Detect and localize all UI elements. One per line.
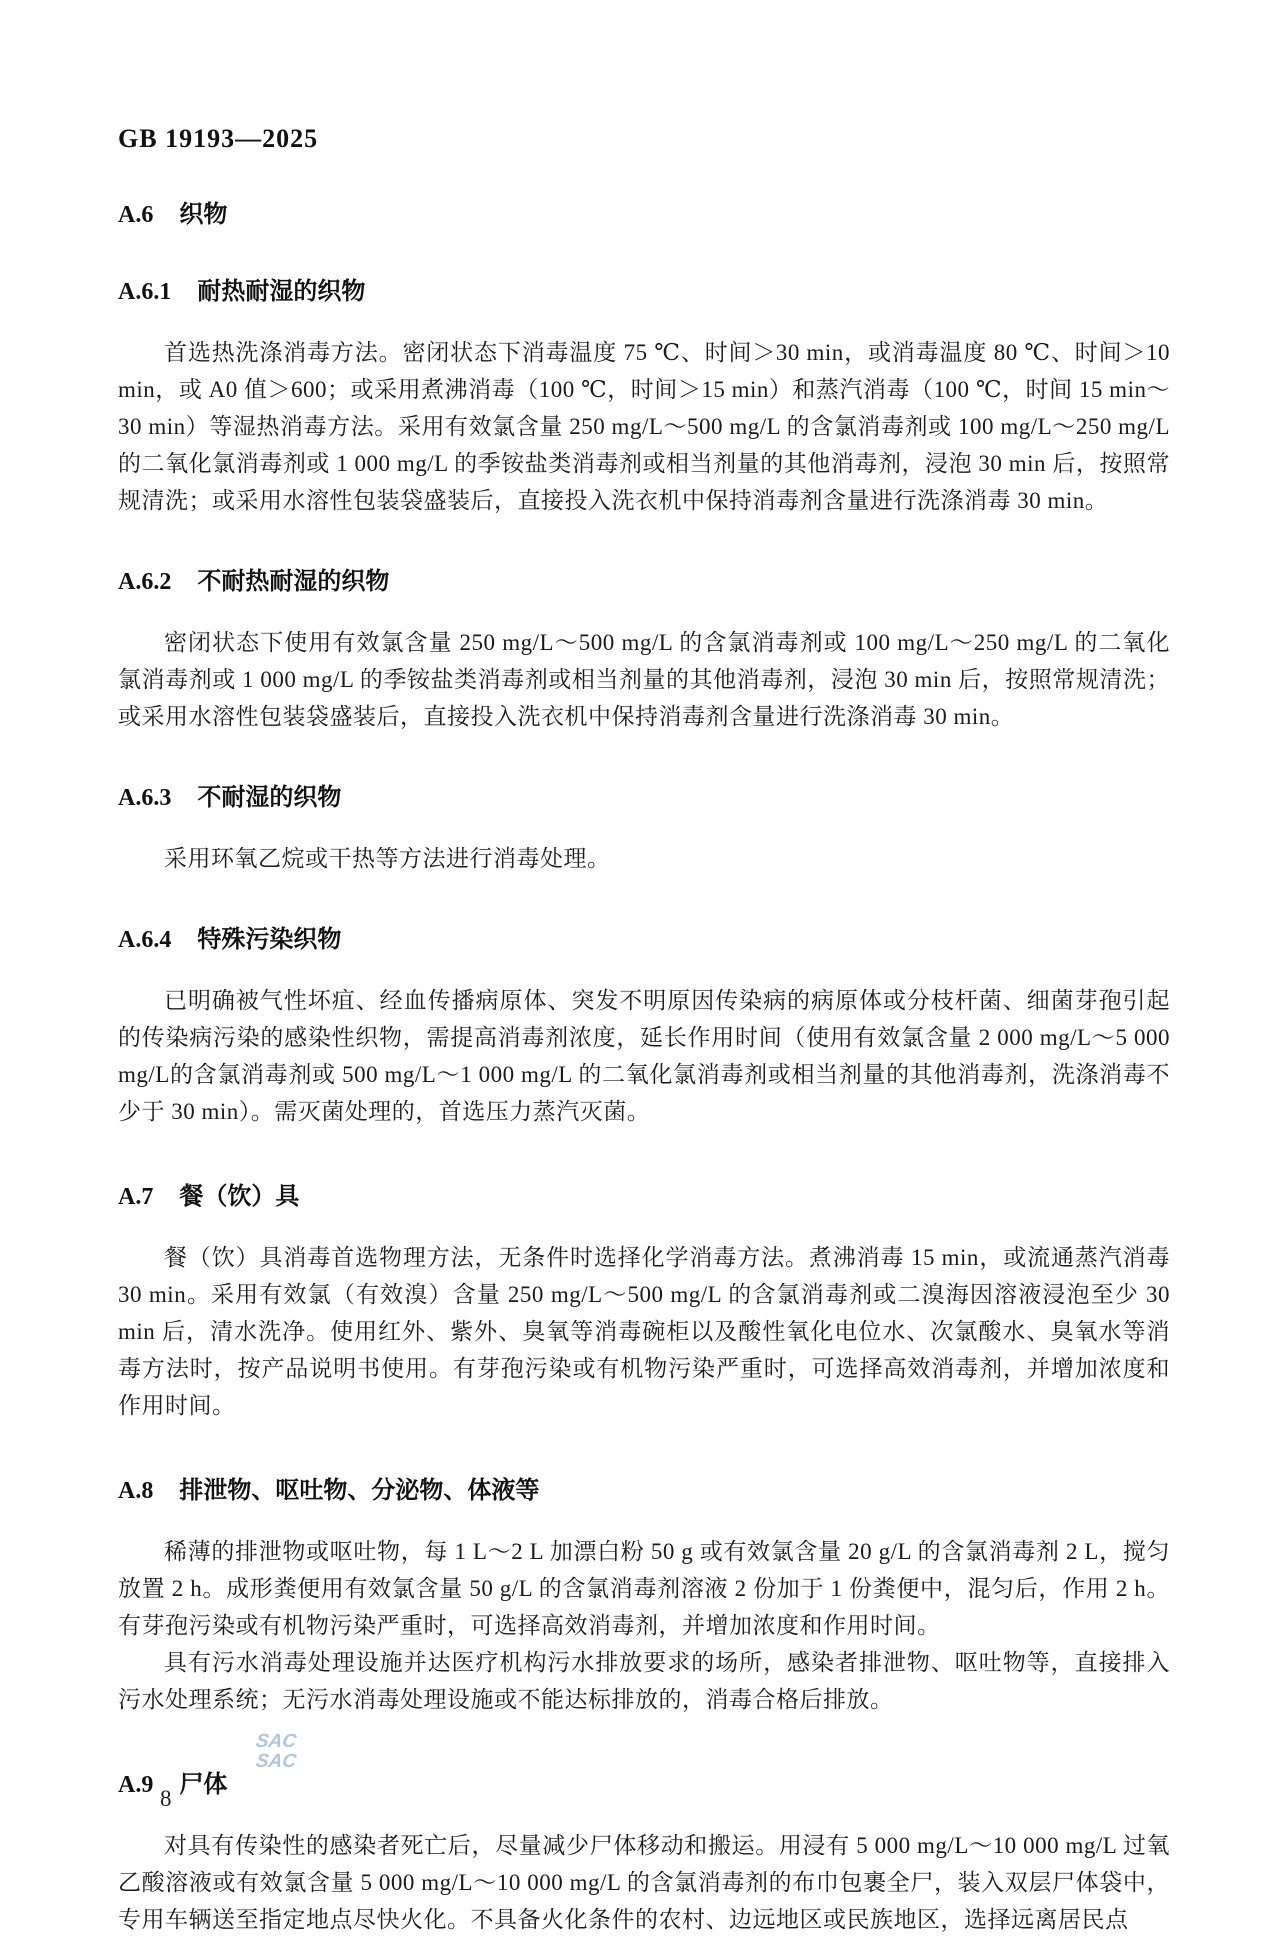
section-number-a8: A.8	[118, 1478, 154, 1504]
paragraph-a9: 对具有传染性的感染者死亡后，尽量减少尸体移动和搬运。用浸有 5 000 mg/L～10 000 mg/L 过氧乙酸溶液或有效氯含量 5 000 mg/L～10 000 mg/L 的含氯消毒剂的布巾包裹全尸，装入双层尸体袋中，专用车辆送至指定地点尽快火化。不具备火化条件的农村、边远地区或民族地区，选择远离居民点	[118, 1833, 1170, 1932]
paragraph-a62: 密闭状态下使用有效氯含量 250 mg/L～500 mg/L 的含氯消毒剂或 100 mg/L～250 mg/L 的二氧化氯消毒剂或 1 000 mg/L 的季铵盐类消毒剂或相当剂量的其他消毒剂，浸泡 30 min 后，按照常规清洗；或采用水溶性包装袋盛装后，直接投入洗衣机中保持消毒剂含量进行洗涤消毒 30 min。	[118, 630, 1170, 729]
subsection-number-a63: A.6.3	[118, 785, 172, 811]
subsection-title-a62: 不耐热耐湿的织物	[197, 568, 390, 595]
section-number-a7: A.7	[118, 1184, 154, 1210]
section-heading-a9	[118, 1764, 1170, 1799]
standard-code-header: GB 19193—2025	[118, 124, 319, 153]
section-number-a6: A.6	[118, 202, 154, 228]
paragraph-a7: 餐（饮）具消毒首选物理方法，无条件时选择化学消毒方法。煮沸消毒 15 min，或流通蒸汽消毒 30 min。采用有效氯（有效溴）含量 250 mg/L～500 mg/L 的含氯消毒剂或二溴海因溶液浸泡至少 30 min 后，清水洗净。使用红外、紫外、臭氧等消毒碗柜以及酸性氧化电位水、次氯酸水、臭氧水等消毒方法时，按产品说明书使用。有芽孢污染或有机物污染严重时，可选择高效消毒剂，并增加浓度和作用时间。	[118, 1245, 1170, 1418]
subsection-heading-a62	[118, 561, 1170, 596]
section-title-a8: 排泄物、呕吐物、分泌物、体液等	[179, 1477, 540, 1504]
paragraph-a8-1: 稀薄的排泄物或呕吐物，每 1 L～2 L 加漂白粉 50 g 或有效氯含量 20 g/L 的含氯消毒剂 2 L，搅匀放置 2 h。成形粪便用有效氯含量 50 g/L 的含氯消毒剂溶液 2 份加于 1 份粪便中，混匀后，作用 2 h。有芽孢污染或有机物污染严重时，可选择高效消毒剂，并增加浓度和作用时间。	[118, 1539, 1170, 1638]
section-heading-a7	[118, 1176, 1170, 1211]
document-page	[118, 124, 1170, 1938]
subsection-number-a62: A.6.2	[118, 569, 172, 595]
subsection-title-a61: 耐热耐湿的织物	[197, 278, 366, 305]
paragraph-a8-2: 具有污水消毒处理设施并达医疗机构污水排放要求的场所，感染者排泄物、呕吐物等，直接排入污水处理系统；无污水消毒处理设施或不能达标排放的，消毒合格后排放。	[118, 1650, 1170, 1712]
paragraph-a61: 首选热洗涤消毒方法。密闭状态下消毒温度 75 ℃、时间＞30 min，或消毒温度 80 ℃、时间＞10 min，或 A0 值＞600；或采用煮沸消毒（100 ℃，时间＞15 min）和蒸汽消毒（100 ℃，时间 15 min～30 min）等湿热消毒方法。采用有效氯含量 250 mg/L～500 mg/L 的含氯消毒剂或 100 mg/L～250 mg/L 的二氧化氯消毒剂或 1 000 mg/L 的季铵盐类消毒剂或相当剂量的其他消毒剂，浸泡 30 min 后，按照常规清洗；或采用水溶性包装袋盛装后，直接投入洗衣机中保持消毒剂含量进行洗涤消毒 30 min。	[118, 340, 1170, 513]
section-title-a7: 餐（饮）具	[179, 1183, 300, 1210]
sac-watermark-text-2: SAC	[254, 1751, 298, 1772]
subsection-heading-a63	[118, 777, 1170, 812]
sac-watermark-text: SAC	[254, 1731, 298, 1752]
page-number: 8	[160, 1786, 172, 1811]
subsection-heading-a61	[118, 271, 1170, 306]
subsection-number-a64: A.6.4	[118, 927, 172, 953]
section-number-a9: A.9	[118, 1772, 154, 1798]
section-title-a9: 尸体	[179, 1771, 228, 1798]
subsection-number-a61: A.6.1	[118, 279, 172, 305]
subsection-heading-a64	[118, 919, 1170, 954]
section-title-a6: 织物	[179, 201, 228, 228]
subsection-title-a63: 不耐湿的织物	[197, 784, 342, 811]
section-heading-a6	[118, 194, 1170, 229]
section-heading-a8	[118, 1470, 1170, 1505]
subsection-title-a64: 特殊污染织物	[197, 926, 342, 953]
paragraph-a64: 已明确被气性坏疽、经血传播病原体、突发不明原因传染病的病原体或分枝杆菌、细菌芽孢引起的传染病污染的感染性织物，需提高消毒剂浓度，延长作用时间（使用有效氯含量 2 000 mg/L～5 000 mg/L的含氯消毒剂或 500 mg/L～1 000 mg/L 的二氧化氯消毒剂或相当剂量的其他消毒剂，洗涤消毒不少于 30 min）。需灭菌处理的，首选压力蒸汽灭菌。	[118, 988, 1170, 1124]
paragraph-a63: 采用环氧乙烷或干热等方法进行消毒处理。	[164, 846, 611, 871]
